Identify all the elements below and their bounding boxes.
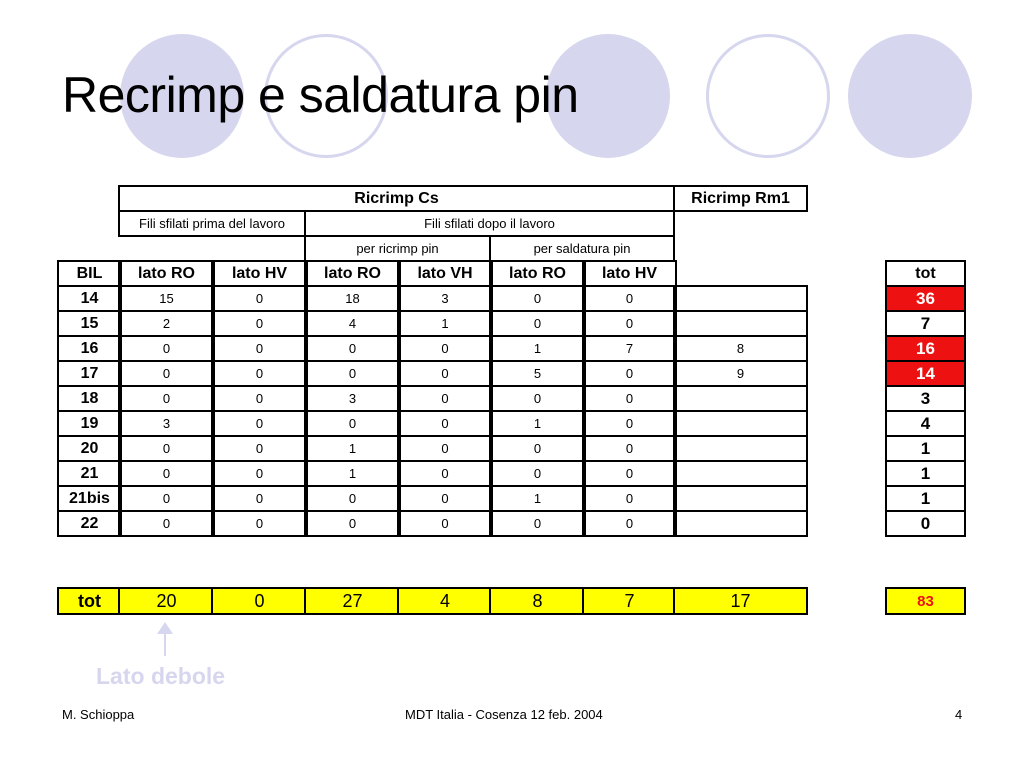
header-tot: tot (885, 260, 966, 287)
column-header: lato VH (397, 260, 493, 287)
table-cell: 0 (489, 385, 586, 412)
table-cell: 18 (304, 285, 401, 312)
table-cell: 0 (304, 485, 401, 512)
totals-cell: 4 (397, 587, 493, 615)
table-cell: 1 (397, 310, 493, 337)
row-bil-label: 18 (57, 385, 122, 412)
table-cell: 4 (304, 310, 401, 337)
footer-page-number: 4 (955, 707, 963, 722)
row-bil-label: 14 (57, 285, 122, 312)
row-total-cell: 36 (885, 285, 966, 312)
table-cell: 0 (118, 460, 215, 487)
row-total-cell: 3 (885, 385, 966, 412)
header-recrimp-pin: per ricrimp pin (304, 235, 491, 262)
header-ricrimp-rm1: Ricrimp Rm1 (673, 185, 808, 212)
table-cell: 0 (304, 410, 401, 437)
table-cell: 0 (582, 310, 677, 337)
rm1-cell (673, 410, 808, 437)
table-cell: 1 (489, 335, 586, 362)
totals-rm1-cell: 17 (673, 587, 808, 615)
totals-cell: 7 (582, 587, 677, 615)
decor-circle-5 (848, 34, 972, 158)
row-bil-label: 16 (57, 335, 122, 362)
table-cell: 0 (211, 360, 308, 387)
header-before-work: Fili sfilati prima del lavoro (118, 210, 306, 237)
table-cell: 0 (489, 460, 586, 487)
footer-author: M. Schioppa (62, 707, 135, 722)
row-bil-label: 21 (57, 460, 122, 487)
table-cell: 0 (304, 510, 401, 537)
table-cell: 0 (118, 435, 215, 462)
table-cell: 0 (211, 310, 308, 337)
column-header: lato HV (582, 260, 677, 287)
table-cell: 0 (397, 460, 493, 487)
table-cell: 0 (211, 485, 308, 512)
table-cell: 0 (118, 335, 215, 362)
table-cell: 0 (118, 385, 215, 412)
table-cell: 1 (304, 460, 401, 487)
totals-cell: 20 (118, 587, 215, 615)
column-header: lato HV (211, 260, 308, 287)
table-cell: 0 (582, 385, 677, 412)
table-cell: 0 (582, 485, 677, 512)
table-cell: 2 (118, 310, 215, 337)
table-cell: 0 (397, 360, 493, 387)
rm1-cell: 8 (673, 335, 808, 362)
arrow-shaft (164, 628, 166, 656)
slide-title: Recrimp e saldatura pin (62, 67, 579, 123)
table-cell: 0 (211, 285, 308, 312)
row-total-cell: 14 (885, 360, 966, 387)
footer-event: MDT Italia - Cosenza 12 feb. 2004 (405, 707, 603, 722)
row-total-cell: 1 (885, 460, 966, 487)
table-cell: 0 (582, 510, 677, 537)
table-cell: 0 (489, 435, 586, 462)
table-cell: 0 (582, 460, 677, 487)
table-cell: 0 (397, 510, 493, 537)
table-cell: 0 (211, 385, 308, 412)
table-cell: 0 (582, 360, 677, 387)
totals-label: tot (57, 587, 122, 615)
table-cell: 0 (489, 310, 586, 337)
rm1-cell (673, 460, 808, 487)
table-cell: 0 (397, 485, 493, 512)
table-cell: 0 (397, 385, 493, 412)
row-total-cell: 16 (885, 335, 966, 362)
table-cell: 0 (118, 360, 215, 387)
table-cell: 0 (211, 435, 308, 462)
rm1-cell (673, 435, 808, 462)
header-after-work: Fili sfilati dopo il lavoro (304, 210, 675, 237)
table-cell: 0 (582, 410, 677, 437)
row-total-cell: 7 (885, 310, 966, 337)
column-header: BIL (57, 260, 122, 287)
table-cell: 0 (211, 460, 308, 487)
table-cell: 0 (118, 485, 215, 512)
table-cell: 3 (118, 410, 215, 437)
rm1-cell (673, 385, 808, 412)
header-ricrimp-cs: Ricrimp Cs (118, 185, 675, 212)
header-weld-pin: per saldatura pin (489, 235, 675, 262)
row-total-cell: 0 (885, 510, 966, 537)
table-cell: 0 (304, 360, 401, 387)
row-bil-label: 19 (57, 410, 122, 437)
row-bil-label: 17 (57, 360, 122, 387)
row-total-cell: 4 (885, 410, 966, 437)
table-cell: 15 (118, 285, 215, 312)
table-cell: 0 (211, 510, 308, 537)
rm1-cell (673, 485, 808, 512)
table-cell: 0 (304, 335, 401, 362)
grand-total-cell: 83 (885, 587, 966, 615)
table-cell: 1 (489, 485, 586, 512)
table-cell: 0 (397, 410, 493, 437)
row-total-cell: 1 (885, 485, 966, 512)
row-bil-label: 21bis (57, 485, 122, 512)
table-cell: 3 (397, 285, 493, 312)
decor-circle-4 (706, 34, 830, 158)
rm1-cell (673, 285, 808, 312)
rm1-cell (673, 510, 808, 537)
totals-cell: 27 (304, 587, 401, 615)
weak-side-annotation: Lato debole (96, 663, 226, 689)
row-total-cell: 1 (885, 435, 966, 462)
table-cell: 0 (211, 410, 308, 437)
table-cell: 0 (582, 435, 677, 462)
table-cell: 0 (397, 335, 493, 362)
rm1-cell (673, 310, 808, 337)
table-cell: 0 (211, 335, 308, 362)
table-cell: 0 (489, 285, 586, 312)
table-cell: 0 (489, 510, 586, 537)
totals-cell: 8 (489, 587, 586, 615)
row-bil-label: 22 (57, 510, 122, 537)
table-cell: 1 (489, 410, 586, 437)
table-cell: 7 (582, 335, 677, 362)
column-header: lato RO (304, 260, 401, 287)
column-header: lato RO (118, 260, 215, 287)
rm1-cell: 9 (673, 360, 808, 387)
row-bil-label: 20 (57, 435, 122, 462)
totals-cell: 0 (211, 587, 308, 615)
table-cell: 1 (304, 435, 401, 462)
table-cell: 3 (304, 385, 401, 412)
row-bil-label: 15 (57, 310, 122, 337)
table-cell: 0 (582, 285, 677, 312)
table-cell: 0 (397, 435, 493, 462)
table-cell: 5 (489, 360, 586, 387)
table-cell: 0 (118, 510, 215, 537)
column-header: lato RO (489, 260, 586, 287)
